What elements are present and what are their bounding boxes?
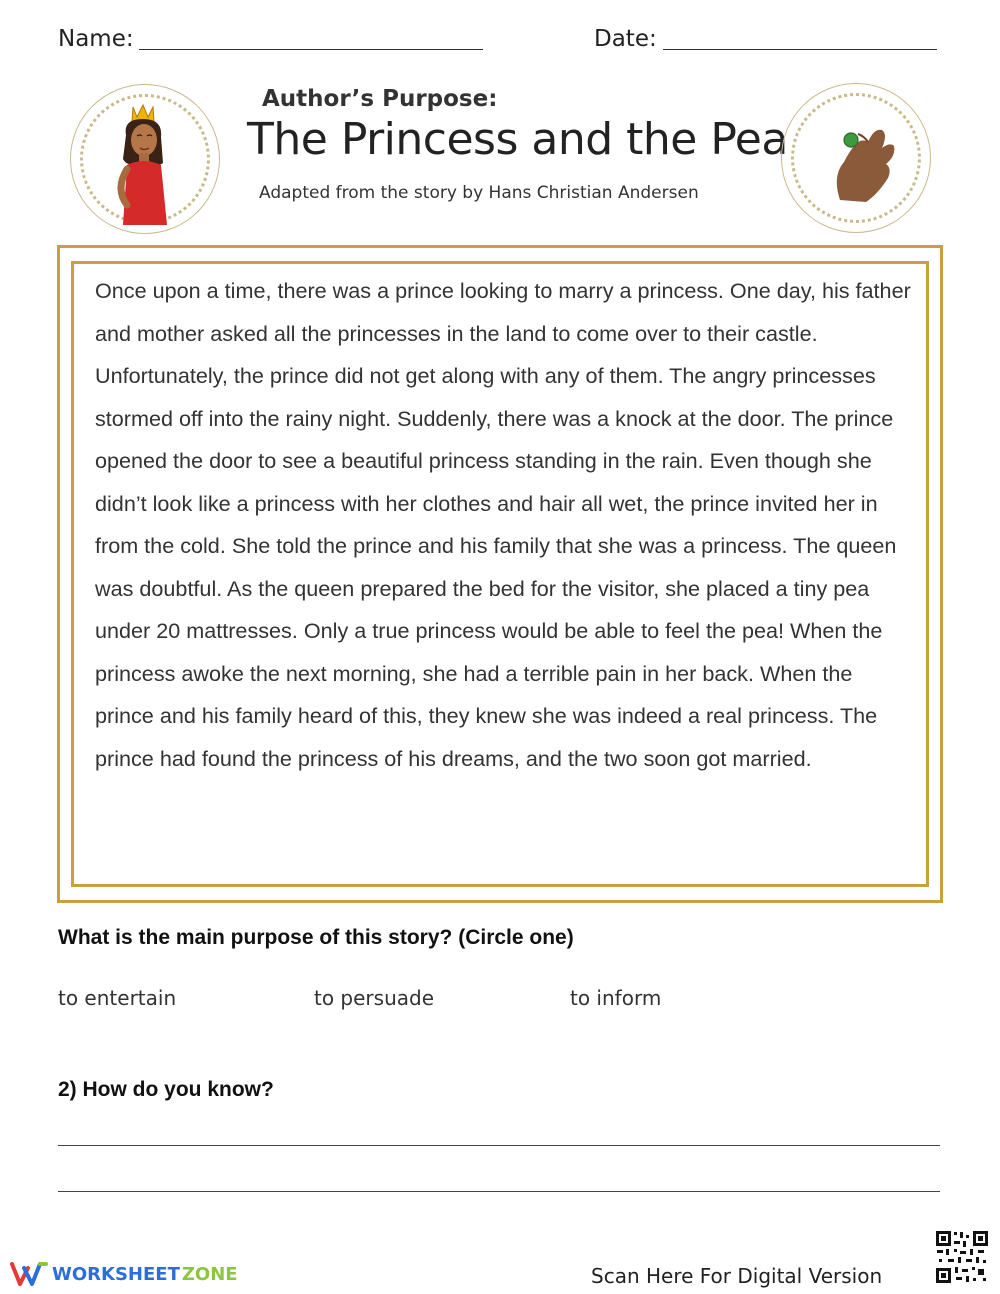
pea-badge	[781, 83, 931, 233]
worksheet-zone-w-icon	[10, 1260, 50, 1288]
option-persuade[interactable]: to persuade	[314, 986, 435, 1010]
answer-line-2[interactable]	[58, 1191, 940, 1192]
brand-worksheet: WORKSHEET	[52, 1263, 180, 1285]
story-frame-inner	[71, 261, 929, 887]
date-field[interactable]	[663, 49, 937, 50]
hand-pea-illustration	[782, 84, 932, 234]
story-text: Once upon a time, there was a prince looking to marry a princess. One day, his father and mother asked all the princesses in the land to come over to their castle. Unfortunately, the prince did not get along with any of them. The angry princesses stormed off into the rainy night. Suddenly, there was a knock at the door. The prince opened the door to see a beautiful princess standing in the rain. Even though she didn’t look like a princess with her clothes and hair all wet, the prince invited her in from the cold. She told the prince and his family that she was a princess. The queen was doubtful. As the queen prepared the bed for the visitor, she placed a tiny pea under 20 mattresses. Only a true princess would be able to feel the pea! When the princess awoke the next morning, she had a terrible pain in her back. When the prince and his family heard of this, they knew she was indeed a real princess. The prince had found the princess of his dreams, and the two soon got married.	[95, 278, 911, 771]
date-label: Date:	[594, 26, 657, 52]
byline: Adapted from the story by Hans Christian Andersen	[259, 183, 699, 203]
name-label: Name:	[58, 26, 134, 52]
option-inform[interactable]: to inform	[570, 986, 662, 1010]
worksheet-title: The Princess and the Pea	[247, 114, 788, 165]
worksheet-subtitle: Author’s Purpose:	[262, 86, 498, 112]
answer-line-1[interactable]	[58, 1145, 940, 1146]
qr-code-icon[interactable]	[934, 1229, 990, 1285]
princess-badge	[70, 84, 220, 234]
question-2-prompt: 2) How do you know?	[58, 1078, 274, 1101]
princess-illustration	[71, 85, 221, 235]
brand-zone: ZONE	[181, 1263, 238, 1285]
brand-logo	[10, 1259, 238, 1289]
option-entertain[interactable]: to entertain	[58, 986, 177, 1010]
question-1-prompt: What is the main purpose of this story? (Circle one)	[58, 926, 574, 949]
name-field[interactable]	[139, 49, 483, 50]
scan-label: Scan Here For Digital Version	[591, 1264, 883, 1288]
